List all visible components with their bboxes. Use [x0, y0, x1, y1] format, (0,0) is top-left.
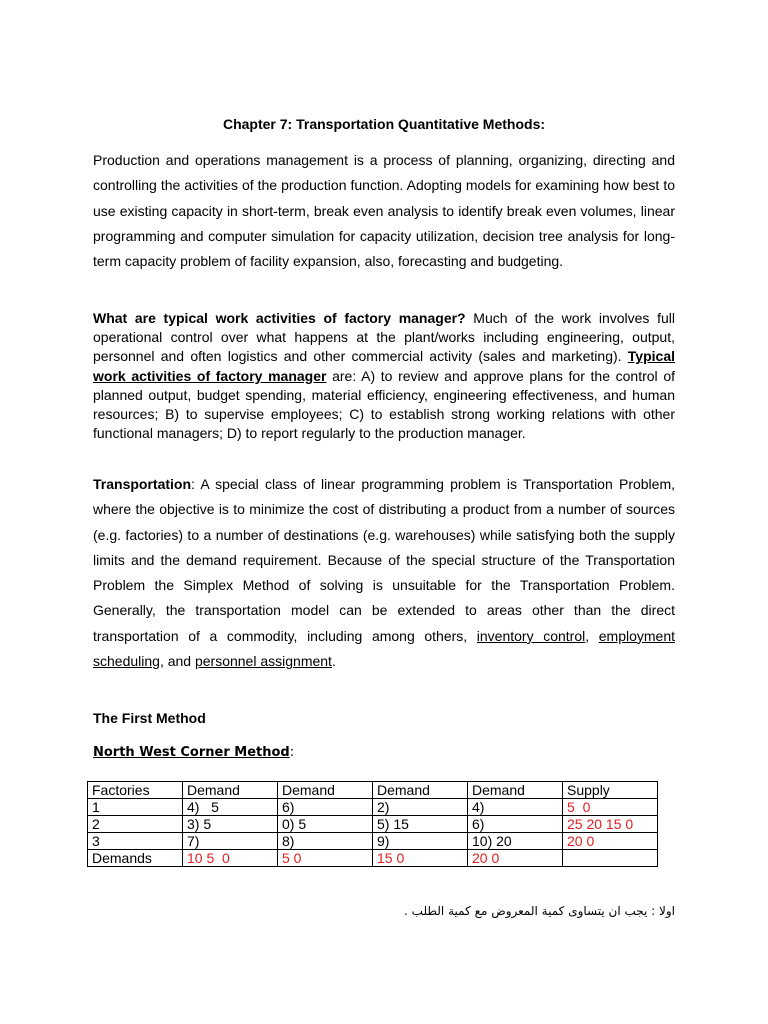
- chapter-title: Chapter 7: Transportation Quantitative Methods:: [222, 116, 546, 132]
- table-cell: 2): [373, 799, 468, 816]
- inventory-control-term: inventory control: [476, 627, 586, 644]
- table-cell: [563, 850, 658, 867]
- period: .: [331, 653, 336, 670]
- supply-cell: 5 0: [563, 799, 658, 816]
- table-cell: 6): [278, 799, 373, 816]
- table-cell: 7): [183, 833, 278, 850]
- separator: , and: [159, 653, 195, 670]
- factory-manager-question: What are typical work activities of factory manager?: [93, 310, 466, 326]
- table-row: [88, 850, 658, 867]
- header-cell: Demand: [278, 782, 373, 799]
- table-cell: Demands: [88, 850, 183, 867]
- table-row: [88, 799, 658, 816]
- table-cell: 3: [88, 833, 183, 850]
- header-cell: Factories: [88, 782, 183, 799]
- table-cell: 9): [373, 833, 468, 850]
- north-west-table: [87, 781, 658, 867]
- header-cell: Demand: [183, 782, 278, 799]
- factory-manager-text-1: Much of the work involves full operational control over what happens at the plant/works including engineering, output, personnel and often logistics and other commercial activity (sales and marketing).: [93, 310, 675, 365]
- north-west-colon: :: [289, 745, 295, 760]
- table-cell: 4) 5: [183, 799, 278, 816]
- demand-cell: 20 0: [468, 850, 563, 867]
- supply-cell: 25 20 15 0: [563, 816, 658, 833]
- demand-cell: 5 0: [278, 850, 373, 867]
- arabic-note: اولا : يجب ان يتساوى كمية المعروض مع كمية الطلب .: [404, 904, 675, 918]
- personnel-assignment-term: personnel assignment: [194, 653, 332, 670]
- intro-paragraph: Production and operations management is a process of planning, organizing, directing and controlling the activities of the production function. Adopting models for examining how best to use existing capacity in short-term, break even analysis to identify break even volumes, linear programming and computer simulation for capacity utilization, decision tree analysis for long-term capacity problem of facility expansion, also, forecasting and budgeting.: [93, 152, 675, 270]
- table-cell: 6): [468, 816, 563, 833]
- header-cell: Supply: [563, 782, 658, 799]
- typical-activities-emphasis: Typical work activities of factory manager: [93, 348, 675, 384]
- table-header-row: [88, 782, 658, 799]
- transportation-lead: Transportation: [93, 476, 192, 492]
- header-cell: Demand: [373, 782, 468, 799]
- transportation-text: : A special class of linear programming problem is Transportation Problem, where the objective is to minimize the cost of distributing a product from a number of sources (e.g. factories) to a number of destinations (e.g. warehouses) while satisfying both the supply limits and the demand requirement. Because of the special structure of the Transportation Problem the Simplex Method of solving is unsuitable for the Transportation Problem. Generally, the transportation model can be extended to areas other than the direct transportation of a commodity, including among others,: [93, 476, 675, 644]
- separator: ,: [585, 627, 599, 644]
- demand-cell: 10 5 0: [183, 850, 278, 867]
- factory-manager-text-2: are: A) to review and approve plans for the control of planned output, budget spending, material efficiency, engineering effectiveness, and human resources; B) to supervise employees; C) to establish strong working relations with other functional managers; D) to report regularly to the production manager.: [93, 367, 675, 442]
- header-cell: Demand: [468, 782, 563, 799]
- table-cell: 0) 5: [278, 816, 373, 833]
- north-west-heading: [93, 745, 294, 760]
- factory-manager-paragraph: [93, 309, 675, 443]
- table-row: [88, 833, 658, 850]
- table-cell: 10) 20: [468, 833, 563, 850]
- table-cell: 2: [88, 816, 183, 833]
- table-cell: 5) 15: [373, 816, 468, 833]
- transportation-paragraph: [93, 472, 675, 674]
- table-row: [88, 816, 658, 833]
- table-cell: 3) 5: [183, 816, 278, 833]
- table-cell: 8): [278, 833, 373, 850]
- employment-scheduling-term: employment scheduling: [93, 627, 676, 670]
- table-cell: 1: [88, 799, 183, 816]
- supply-cell: 20 0: [563, 833, 658, 850]
- demand-cell: 15 0: [373, 850, 468, 867]
- table-cell: 4): [468, 799, 563, 816]
- first-method-heading: The First Method: [93, 710, 206, 726]
- north-west-title: North West Corner Method: [93, 745, 290, 760]
